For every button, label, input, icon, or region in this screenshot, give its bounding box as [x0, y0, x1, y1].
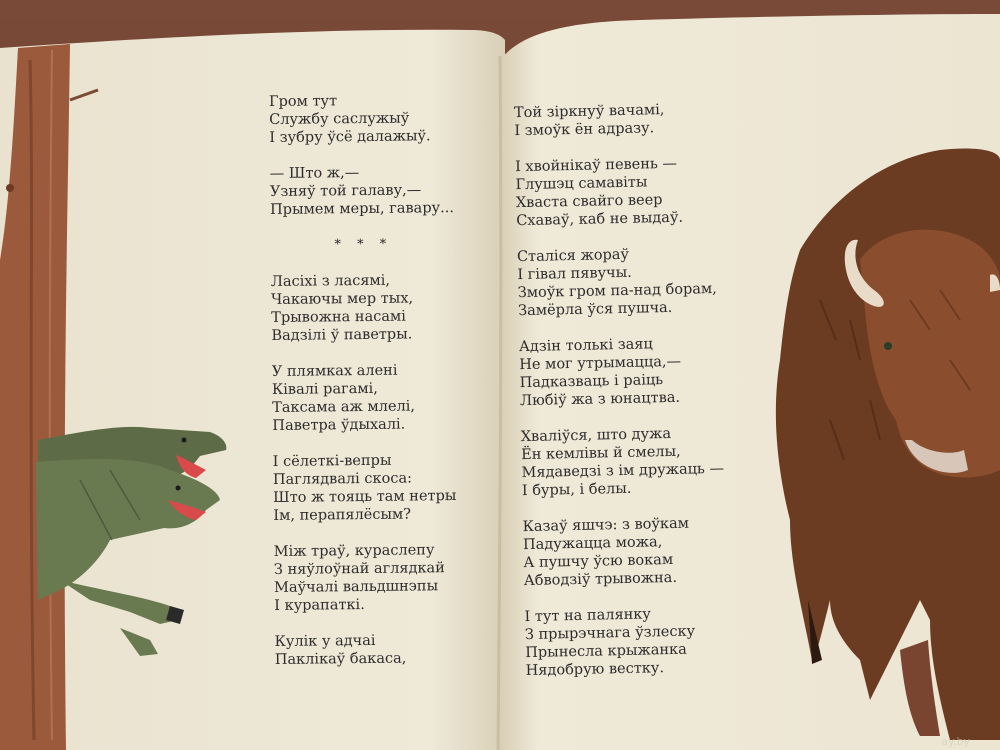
poem-line: Трывожна насамі	[271, 308, 406, 326]
poem-stanza	[522, 514, 726, 590]
poem-line: Паглядвалі скоса:	[272, 470, 413, 488]
poem-line: Ківалі рагамі,	[271, 380, 378, 398]
poem-line: Маўчалі вальдшнэпы	[273, 578, 439, 596]
poem-line: Адзін толькі заяц	[518, 336, 653, 356]
poem-stanza	[271, 271, 456, 345]
poem-line: З няўлоўнай аглядкай	[273, 560, 445, 578]
poem-stanza	[519, 334, 723, 410]
poem-stanza	[515, 154, 719, 230]
poem-stanza	[514, 100, 717, 140]
poem-line: І сёлеткі-вепры	[272, 452, 392, 470]
poem-line: Паветра ўдыхалі.	[272, 416, 406, 434]
poem-line: Ім, перапялёсым?	[273, 506, 412, 524]
poem-stanza	[272, 361, 457, 435]
poem-line: Між траў, кураслепу	[273, 542, 435, 560]
poem-line: І курапаткі.	[274, 597, 365, 614]
poem-line: Гром тут	[268, 93, 338, 110]
poem-stanza	[521, 424, 725, 500]
poem-line: Нядобрую вестку.	[525, 660, 665, 680]
poem-line: Прынесла крыжанка	[525, 641, 687, 662]
section-separator: * * *	[334, 236, 393, 253]
poem-stanza	[275, 631, 459, 669]
poem-line: І змоўк ён адразу.	[514, 120, 655, 140]
poem-line: Змоўк гром па-над борам,	[517, 280, 717, 302]
poem-line: Мядаведзі з ім дружаць —	[521, 460, 725, 482]
poem-stanza	[270, 163, 454, 219]
poem-line: Любіў жа з юнацтва.	[519, 389, 681, 410]
poem-line: Абводзіў трывожна.	[523, 569, 678, 590]
poem-stanza	[517, 244, 721, 320]
poem-line: Хваста свайго веер	[515, 192, 663, 212]
poem-line: Ён кемлівы й смелы,	[520, 443, 681, 464]
poem-line: Кулік у адчаі	[274, 632, 376, 650]
poem-line: Вадзілі ў паветры.	[271, 326, 413, 344]
poem-line: У плямках алені	[271, 362, 398, 380]
poem-line: Паклікаў бакаса,	[274, 650, 407, 668]
poem-line: А пушчу ўсю вокам	[523, 551, 674, 572]
poem-line: І хвойнікаў певень —	[514, 155, 678, 176]
poem-line: І буры, і белы.	[521, 480, 632, 500]
poem-line: Сталіся жораў	[516, 246, 630, 266]
poem-line: Службу саслужыў	[269, 110, 410, 128]
poem-line: — Што ж,—	[269, 165, 360, 182]
poem-stanza	[524, 604, 728, 680]
poem-line: Замёрла ўся пушча.	[517, 299, 673, 320]
poem-stanza	[273, 451, 458, 525]
poem-line: І гівал пявучы.	[517, 264, 632, 284]
watermark: ay.by	[941, 735, 970, 748]
left-page-poem	[269, 91, 459, 687]
poem-stanza	[269, 91, 453, 147]
poem-line: Прымем меры, гавару...	[270, 200, 455, 218]
poem-line: Падужацца можа,	[522, 534, 663, 554]
right-page-poem	[514, 100, 729, 698]
poem-line: Хваліўся, што дужа	[520, 425, 672, 446]
poem-stanza	[274, 541, 459, 615]
poem-line: Ласіхі з ласямі,	[270, 272, 391, 290]
poem-line: Той зіркнуў вачамі,	[513, 102, 665, 122]
poem-line: І зубру ўсё далажыў.	[269, 128, 431, 146]
poem-line: Чакаючы мер тых,	[270, 290, 414, 308]
poem-line: Схаваў, каб не выдаў.	[516, 209, 684, 230]
poem-line: Таксама аж млелі,	[272, 398, 416, 416]
poem-line: Казаў яшчэ: з воўкам	[522, 515, 690, 536]
poem-line: Падказваць і раіць	[519, 372, 664, 392]
poem-line: Не мог утрымацца,—	[519, 353, 682, 374]
poem-line: Глушэц самавіты	[515, 174, 648, 194]
poem-line: З прырэчнага ўзлеску	[524, 623, 696, 644]
poem-line: І тут на палянку	[524, 606, 652, 626]
poem-line: Што ж тояць там нетры	[273, 488, 457, 506]
poem-line: Узняў той галаву,—	[269, 182, 422, 200]
